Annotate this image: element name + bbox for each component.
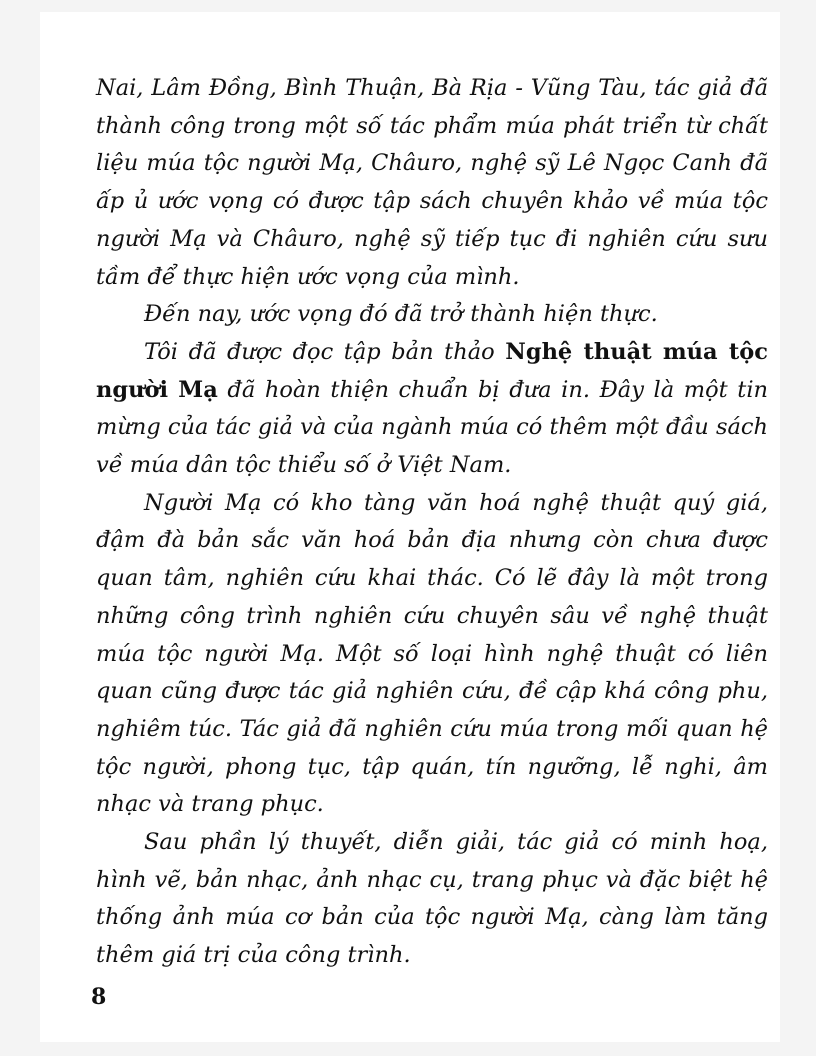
paragraph-3-rest: đã hoàn thiện chuẩn bị đưa in. Đây là một tin mừng của tác giả và của ngành múa có thêm một đầu sách về múa dân tộc thiểu số ở Việt Nam. xyxy=(96,376,769,479)
paragraph-3-lead: Tôi đã được đọc tập bản thảo xyxy=(144,338,506,365)
paragraph-4: Người Mạ có kho tàng văn hoá nghệ thuật quý giá, đậm đà bản sắc văn hoá bản địa nhưng còn chưa được quan tâm, nghiên cứu khai thác. Có lẽ đây là một trong những công trình nghiên cứu chuyên sâu về nghệ thuật múa tộc người Mạ. Một số loại hình nghệ thuật có liên quan cũng được tác giả nghiên cứu, đề cập khá công phu, nghiêm túc. Tác giả đã nghiên cứu múa trong mối quan hệ tộc người, phong tục, tập quán, tín ngưỡng, lễ nghi, âm nhạc và trang phục. xyxy=(96,489,768,818)
book-title: Nghệ thuật múa tộc người Mạ xyxy=(96,338,769,403)
paragraph-5: Sau phần lý thuyết, diễn giải, tác giả có minh hoạ, hình vẽ, bản nhạc, ảnh nhạc cụ, trang phục và đặc biệt hệ thống ảnh múa cơ bản của tộc người Mạ, càng làm tăng thêm giá trị của công trình. xyxy=(96,829,768,969)
book-page xyxy=(40,12,780,1042)
body-text xyxy=(96,70,768,975)
paragraph-1: Nai, Lâm Đồng, Bình Thuận, Bà Rịa - Vũng Tàu, tác giả đã thành công trong một số tác phẩm múa phát triển từ chất liệu múa tộc người Mạ, Châuro, nghệ sỹ Lê Ngọc Canh đã ấp ủ ước vọng có được tập sách chuyên khảo về múa tộc người Mạ và Châuro, nghệ sỹ tiếp tục đi nghiên cứu sưu tầm để thực hiện ước vọng của mình. xyxy=(96,75,768,290)
paragraph-2: Đến nay, ước vọng đó đã trở thành hiện thực. xyxy=(144,301,658,328)
paragraph-3 xyxy=(96,334,768,485)
page-number: 8 xyxy=(91,984,107,1010)
